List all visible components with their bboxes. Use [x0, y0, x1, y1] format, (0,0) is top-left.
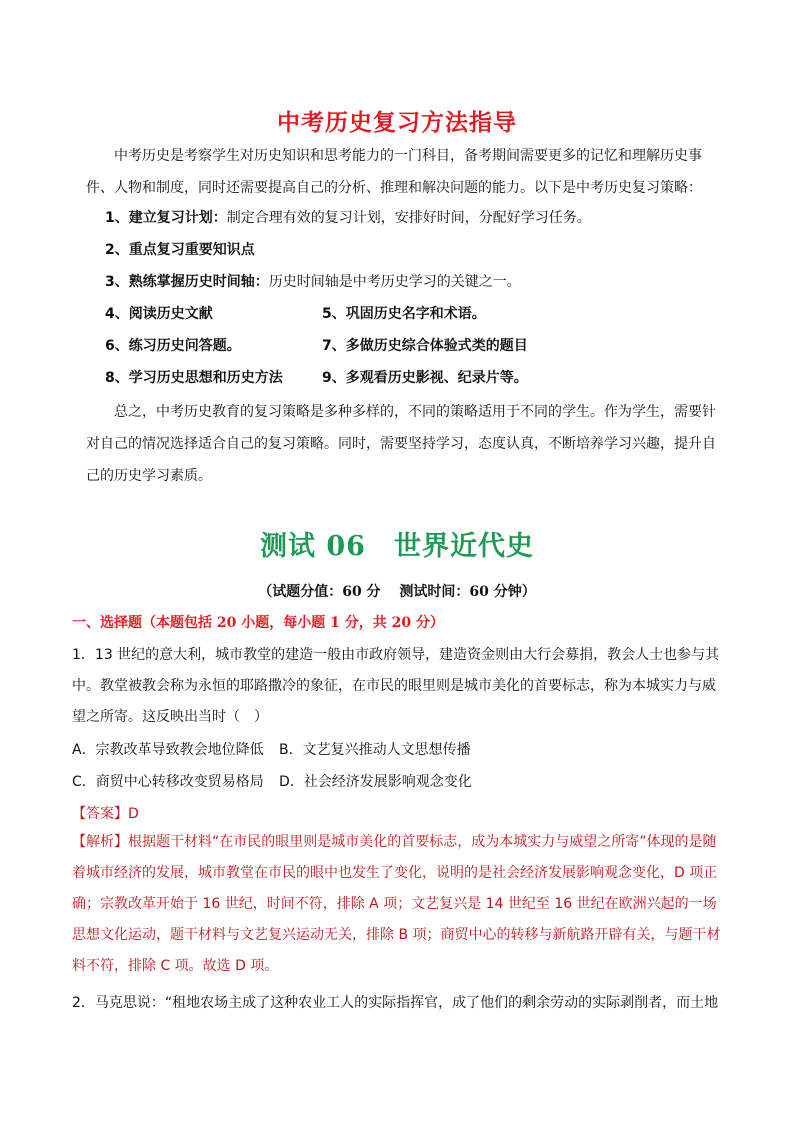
guide-item-9: 9、多观看历史影视、纪录片等。 — [322, 370, 528, 386]
guide-item-7: 7、多做历史综合体验式类的题目 — [322, 338, 528, 354]
q1-option-b: B．文艺复兴推动人文思想传播 — [279, 742, 471, 758]
guide-item-1 — [105, 208, 591, 228]
guide-item-8 — [105, 368, 283, 388]
guide-item-3-head: 3、熟练掌握历史时间轴： — [105, 274, 269, 290]
guide-title: 中考历史复习方法指导 — [277, 110, 517, 136]
guide-item-2-text: 2、重点复习重要知识点 — [105, 242, 255, 258]
guide-item-1-head: 1、建立复习计划： — [105, 210, 227, 226]
guide-item-5: 5、巩固历史名字和术语。 — [322, 306, 486, 322]
guide-item-2 — [105, 240, 255, 260]
q1-option-c: C．商贸中心转移改变贸易格局 — [72, 774, 264, 790]
question-1: 1．13 世纪的意大利，城市教堂的建造一般由市政府领导，建造资金则由大行会募捐，教会人士也参与其中。教堂被教会称为永恒的耶路撒冷的象征，在市民的眼里则是城市美化的首要标志，称为本城实力与威望之所寄。这反映出当时（ ） — [72, 647, 720, 725]
answer-value: D — [128, 806, 139, 822]
analysis-label: 【解析】 — [72, 834, 128, 850]
guide-item-6 — [105, 336, 241, 356]
analysis-block — [72, 827, 722, 982]
q1-option-a: A．宗教改革导致教会地位降低 — [72, 742, 264, 758]
guide-item-3 — [105, 272, 521, 292]
guide-item-3-body: 历史时间轴是中考历史学习的关键之一。 — [268, 274, 521, 290]
guide-summary: 总之，中考历史教育的复习策略是多种多样的，不同的策略适用于不同的学生。作为学生，需要针对自己的情况选择适合自己的复习策略。同时，需要坚持学习，态度认真，不断培养学习兴趣，提升自己的历史学习素质。 — [86, 404, 716, 484]
answer-line — [72, 803, 139, 823]
guide-item-4 — [105, 304, 213, 324]
guide-item-1-body: 制定合理有效的复习计划，安排好时间，分配好学习任务。 — [226, 210, 591, 226]
question-2: 2．马克思说：“租地农场主成了这种农业工人的实际指挥官，成了他们的剩余劳动的实际剥削者，而土地 — [72, 995, 719, 1011]
guide-intro: 中考历史是考察学生对历史知识和思考能力的一门科目，备考期间需要更多的记忆和理解历史事件、人物和制度，同时还需要提高自己的分析、推理和解决问题的能力。以下是中考历史复习策略： — [86, 148, 702, 196]
guide-item-8-text: 8、学习历史思想和历史方法 — [105, 370, 283, 386]
test-subtitle: （试题分值：60 分 测试时间：60 分钟） — [258, 584, 536, 600]
answer-label: 【答案】 — [72, 806, 128, 822]
analysis-text: 根据题干材料“在市民的眼里则是城市美化的首要标志，成为本城实力与威望之所寄”体现的是随着城市经济的发展，城市教堂在市民的眼中也发生了变化，说明的是社会经济发展影响观念变化，D 项正确；宗教改革开始于 16 世纪，时间不符，排除 A 项；文艺复兴是 14 世纪至 16 世纪在欧洲兴起的一场思想文化运动，题干材料与文艺复兴运动无关，排除 B 项；商贸中心的转移与新航路开辟有关，与题干材料不符，排除 C 项。故选 D 项。 — [72, 834, 721, 974]
guide-item-4-text: 4、阅读历史文献 — [105, 306, 213, 322]
guide-item-6-text: 6、练习历史问答题。 — [105, 338, 241, 354]
section-heading: 一、选择题（本题包括 20 小题，每小题 1 分，共 20 分） — [72, 615, 444, 631]
q1-option-d: D．社会经济发展影响观念变化 — [279, 774, 472, 790]
test-title: 测试 06 世界近代史 — [260, 531, 534, 562]
